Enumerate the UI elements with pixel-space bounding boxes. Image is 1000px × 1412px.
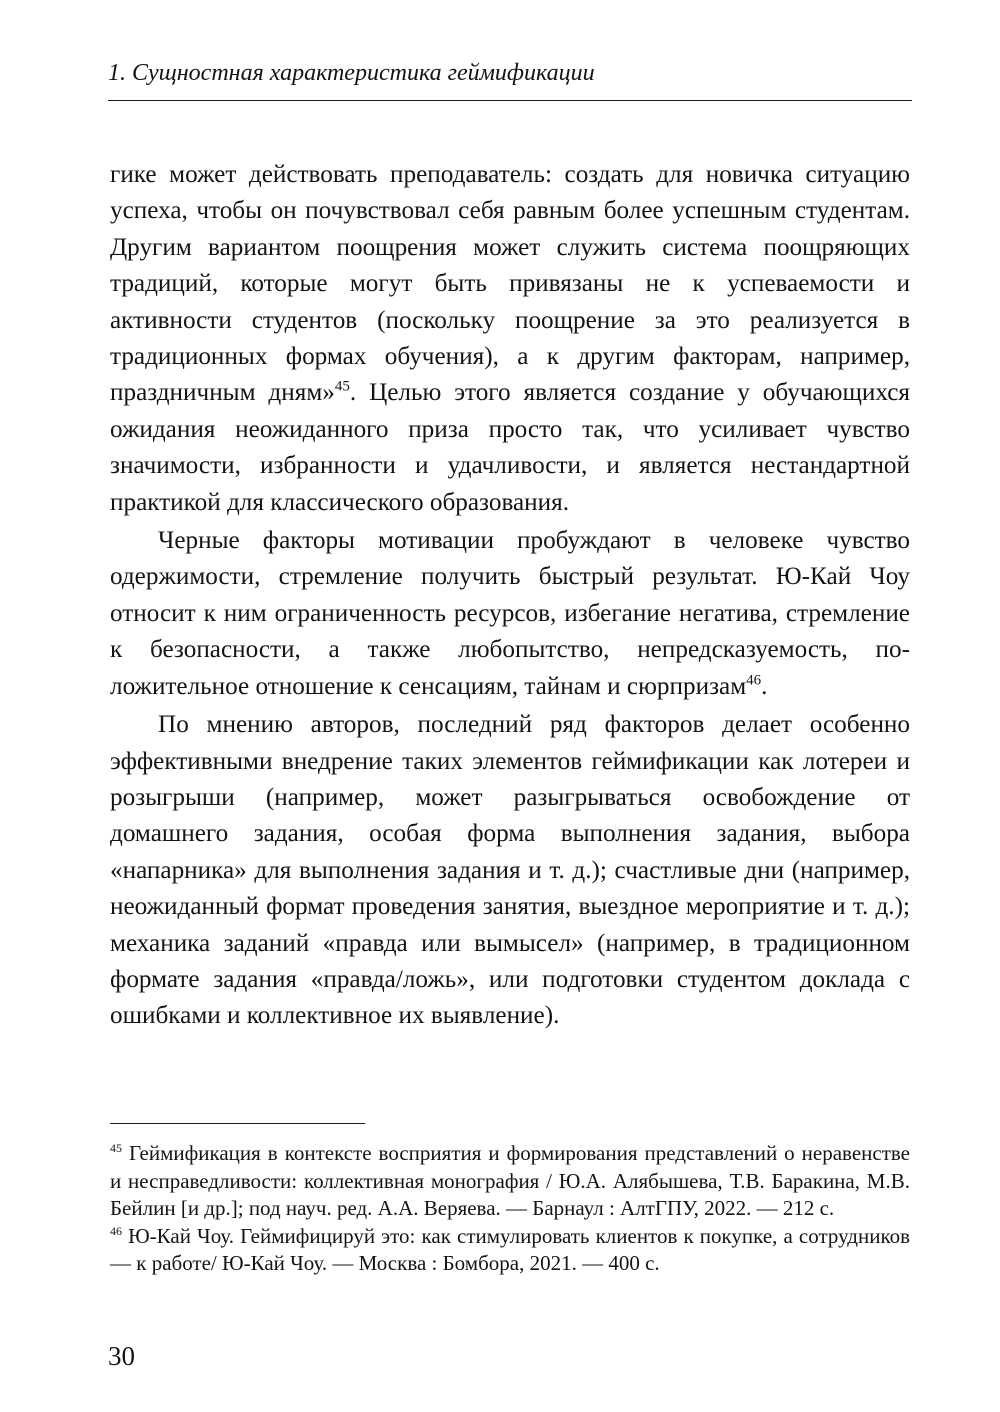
footnote-ref-46: 46 — [746, 672, 762, 689]
paragraph-1-text-b: . Целью этого является создание у обучающихся ожидания неожиданного приза просто так, что усиливает чувство значимости, избранности и удачливости, и является нестандартной практикой для классического образования. — [110, 379, 910, 516]
running-header — [108, 58, 912, 101]
paragraph-2-text-b: . — [761, 672, 768, 700]
paragraph-3: По мнению авторов, последний ряд факторов делает особенно эффективными внедрение таких элементов геймификации как лотереи и розыгрыши (например, может разыгрываться освобождение от домашнего задания, особая форма выполнения задания, выбора «напарника» для выполнения задания и т. д.); счастливые дни (например, неожиданный формат проведения занятия, выездное мероприятие и т. д.); механика заданий «правда или вымысел» (например, в традиционном формате задания «правда/ложь», или подготовки студентом доклада с ошибками и коллективное их выявление). — [110, 711, 910, 1030]
footnote-divider — [110, 1123, 365, 1124]
footnote-mark-46: 46 — [110, 1223, 122, 1238]
footnotes — [110, 1140, 910, 1278]
paragraph-2 — [110, 523, 910, 705]
footnote-45 — [110, 1140, 910, 1223]
page-number: 30 — [108, 1341, 135, 1371]
paragraph-1-text-a: гике может действовать преподаватель: создать для новичка ситуацию успеха, чтобы он почувствовал себя равным более успешным студентам. Другим вариантом поощрения может служить система поощряющих традиций, которые могут быть привязаны не к успеваемости и активности студентов (поскольку поощрение за это реализуется в традиционных формах обучения), а к другим факторам, например, праздничным дням» — [110, 161, 910, 407]
paragraph-1 — [110, 157, 910, 521]
footnote-ref-45: 45 — [334, 379, 350, 396]
footnote-text-46: Ю-Кай Чоу. Геймифицируй это: как стимулировать клиентов к покупке, а сотрудников — к работе/ Ю-Кай Чоу. — Москва : Бомбора, 2021. — 400 с. — [110, 1223, 910, 1276]
running-title: 1. Сущностная характеристика геймификации — [108, 60, 595, 86]
main-text — [110, 157, 910, 1035]
footnote-mark-45: 45 — [110, 1141, 122, 1155]
paragraph-2-text-a: Черные факторы мотивации пробуждают в человеке чувство одержимости, стремление получить быстрый результат. Ю-Кай Чоу относит к ним ограниченность ресурсов, избегание негатива, стремление к безопасности, а также любопытство, непредсказуемость, положительное отношение к сенсациям, тайнам и сюрпризам — [110, 527, 910, 700]
footnote-46 — [110, 1223, 910, 1278]
footnote-text-45: Геймификация в контексте восприятия и формирования представлений о неравенстве и несправедливости: коллективная монография / Ю.А. Алябышева, Т.В. Баракина, М.В. Бейлин [и др.]; под науч. ред. А.А. Веряева. — Барнаул : АлтГПУ, 2022. — 212 с. — [110, 1141, 911, 1221]
